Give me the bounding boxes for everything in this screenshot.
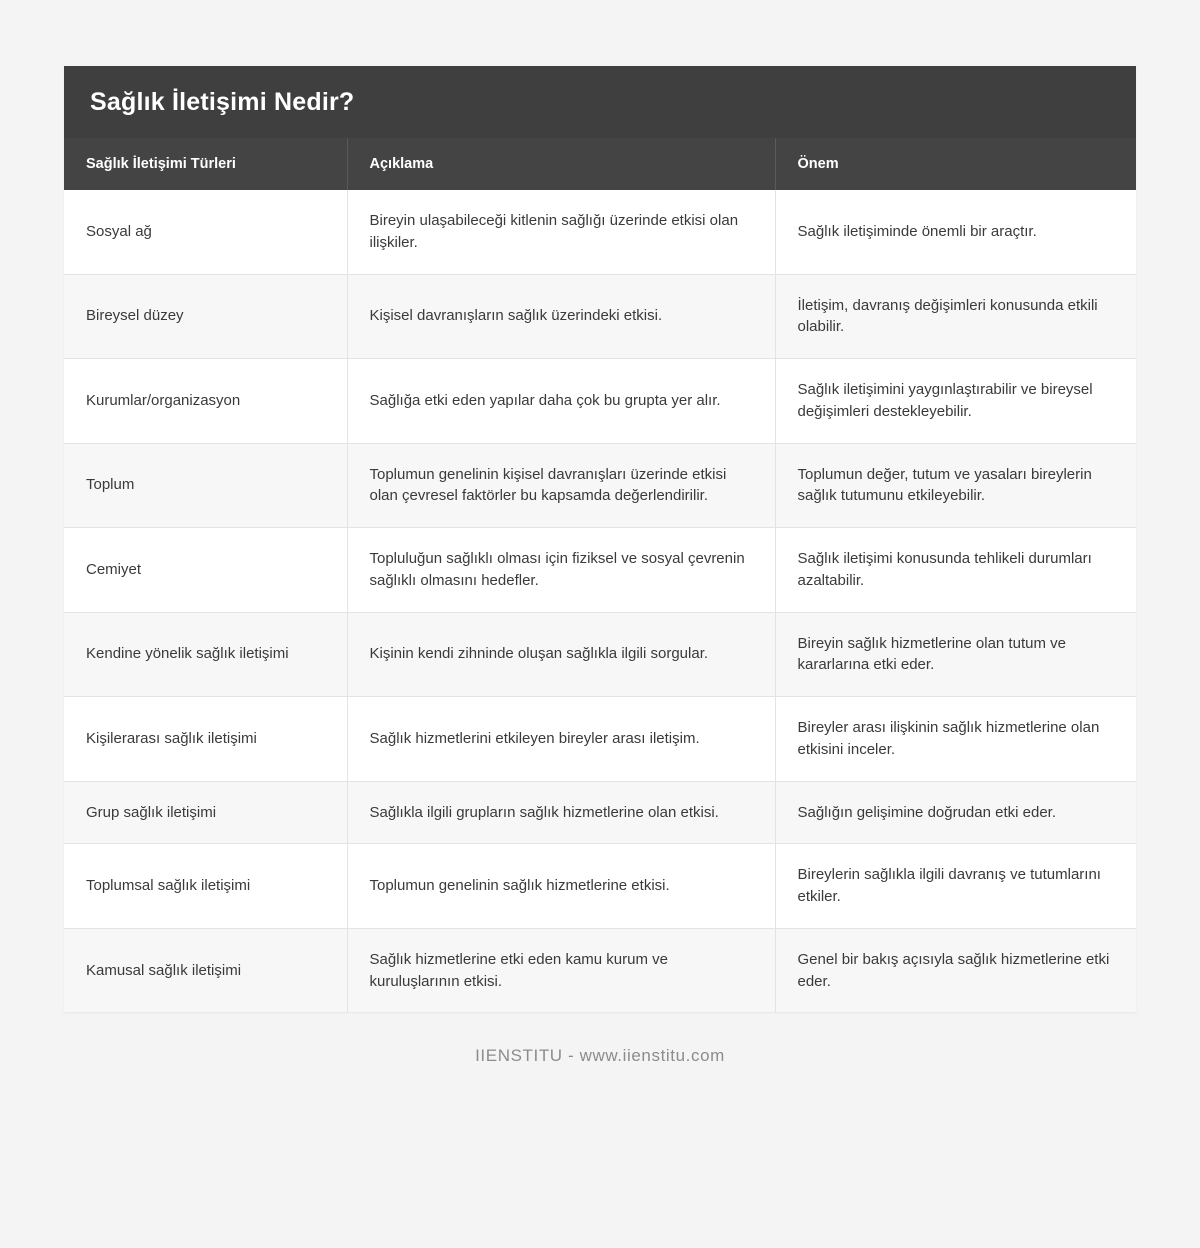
cell-type: Toplum	[64, 443, 347, 528]
table-row	[64, 528, 1136, 613]
cell-description: Kişinin kendi zihninde oluşan sağlıkla ilgili sorgular.	[347, 612, 775, 697]
cell-importance: Sağlık iletişimini yaygınlaştırabilir ve bireysel değişimleri destekleyebilir.	[775, 359, 1136, 444]
cell-type: Sosyal ağ	[64, 190, 347, 274]
cell-importance: İletişim, davranış değişimleri konusunda etkili olabilir.	[775, 274, 1136, 359]
table-row	[64, 928, 1136, 1012]
cell-description: Topluluğun sağlıklı olması için fiziksel ve sosyal çevrenin sağlıklı olmasını hedefler.	[347, 528, 775, 613]
cell-description: Sağlıkla ilgili grupların sağlık hizmetlerine olan etkisi.	[347, 781, 775, 844]
title-bar	[64, 66, 1136, 138]
cell-importance: Sağlık iletişiminde önemli bir araçtır.	[775, 190, 1136, 274]
cell-importance: Sağlık iletişimi konusunda tehlikeli durumları azaltabilir.	[775, 528, 1136, 613]
cell-importance: Toplumun değer, tutum ve yasaları bireylerin sağlık tutumunu etkileyebilir.	[775, 443, 1136, 528]
cell-description: Sağlığa etki eden yapılar daha çok bu grupta yer alır.	[347, 359, 775, 444]
table-row	[64, 697, 1136, 782]
table-body	[64, 190, 1136, 1012]
table-row	[64, 612, 1136, 697]
column-header-importance: Önem	[775, 138, 1136, 190]
cell-description: Sağlık hizmetlerine etki eden kamu kurum ve kuruluşlarının etkisi.	[347, 928, 775, 1012]
health-communication-table	[64, 138, 1136, 1012]
cell-importance: Bireylerin sağlıkla ilgili davranış ve tutumlarını etkiler.	[775, 844, 1136, 929]
cell-importance: Bireyin sağlık hizmetlerine olan tutum ve kararlarına etki eder.	[775, 612, 1136, 697]
health-communication-table-card	[64, 66, 1136, 1012]
cell-description: Toplumun genelinin kişisel davranışları üzerinde etkisi olan çevresel faktörler bu kapsamda değerlendirilir.	[347, 443, 775, 528]
cell-importance: Bireyler arası ilişkinin sağlık hizmetlerine olan etkisini inceler.	[775, 697, 1136, 782]
table-row	[64, 844, 1136, 929]
cell-importance: Sağlığın gelişimine doğrudan etki eder.	[775, 781, 1136, 844]
cell-description: Sağlık hizmetlerini etkileyen bireyler arası iletişim.	[347, 697, 775, 782]
cell-description: Bireyin ulaşabileceği kitlenin sağlığı üzerinde etkisi olan ilişkiler.	[347, 190, 775, 274]
cell-type: Cemiyet	[64, 528, 347, 613]
page-title: Sağlık İletişimi Nedir?	[90, 87, 355, 116]
table-row	[64, 190, 1136, 274]
cell-type: Kamusal sağlık iletişimi	[64, 928, 347, 1012]
cell-type: Kişilerarası sağlık iletişimi	[64, 697, 347, 782]
cell-type: Toplumsal sağlık iletişimi	[64, 844, 347, 929]
footer-attribution: IIENSTITU - www.iienstitu.com	[475, 1046, 725, 1066]
cell-description: Toplumun genelinin sağlık hizmetlerine etkisi.	[347, 844, 775, 929]
cell-importance: Genel bir bakış açısıyla sağlık hizmetlerine etki eder.	[775, 928, 1136, 1012]
cell-description: Kişisel davranışların sağlık üzerindeki etkisi.	[347, 274, 775, 359]
cell-type: Grup sağlık iletişimi	[64, 781, 347, 844]
column-header-type: Sağlık İletişimi Türleri	[64, 138, 347, 190]
table-row	[64, 359, 1136, 444]
cell-type: Kurumlar/organizasyon	[64, 359, 347, 444]
table-header-row	[64, 138, 1136, 190]
table-header	[64, 138, 1136, 190]
cell-type: Kendine yönelik sağlık iletişimi	[64, 612, 347, 697]
cell-type: Bireysel düzey	[64, 274, 347, 359]
column-header-description: Açıklama	[347, 138, 775, 190]
table-row	[64, 274, 1136, 359]
table-row	[64, 781, 1136, 844]
table-row	[64, 443, 1136, 528]
